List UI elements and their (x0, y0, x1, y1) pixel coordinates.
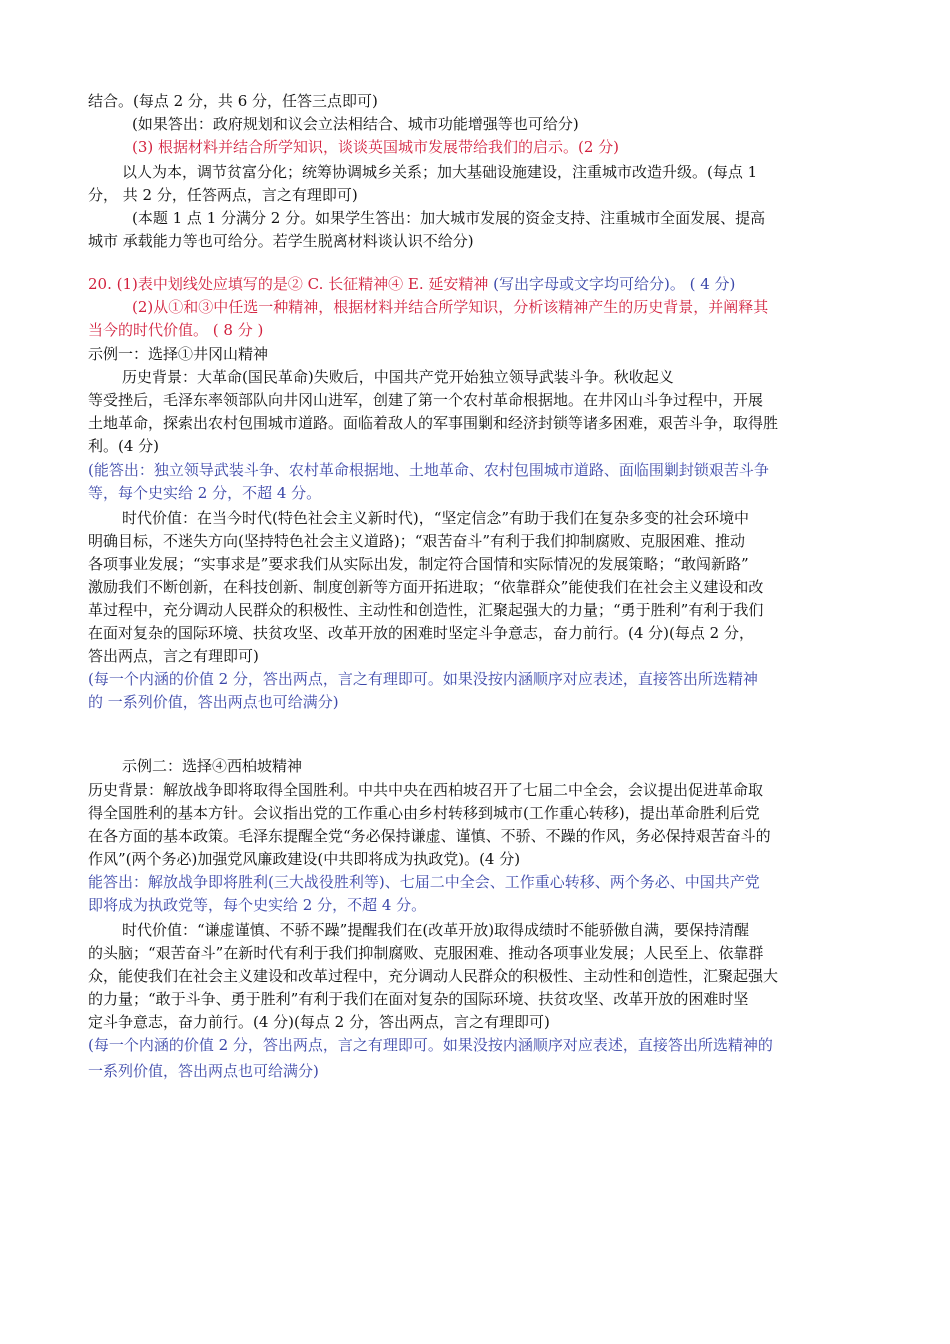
question-3-prompt: (3) 根据材料并结合所学知识，谈谈英国城市发展带给我们的启示。(2 分) (132, 138, 620, 156)
example-2-background-line-1: 历史背景：解放战争即将取得全国胜利。中共中央在西柏坡召开了七届二中全会，会议提出促进革命取 (88, 781, 764, 799)
example-1-background-line-2: 等受挫后，毛泽东率领部队向井冈山进军，创建了第一个农村革命根据地。在井冈山斗争过程中，开展 (88, 391, 764, 409)
example-1-value-line-3: 各项事业发展；“实事求是”要求我们从实际出发，制定符合国情和实际情况的发展策略；“敢闯新路” (88, 555, 749, 573)
example-2-value-line-2: 的头脑；“艰苦奋斗”在新时代有利于我们抑制腐败、克服困难、推动各项事业发展；人民至上、依靠群 (88, 944, 764, 962)
example-1-value-note-line-2: 的 一系列价值，答出两点也可给满分) (88, 693, 339, 711)
example-2-value-note-line-2: 一系列价值，答出两点也可给满分) (88, 1062, 319, 1080)
example-2-value-line-3: 众，能使我们在社会主义建设和改革过程中，充分调动人民群众的积极性、主动性和创造性，汇聚起强大 (88, 967, 779, 985)
alt-answer-note: (如果答出：政府规划和议会立法相结合、城市功能增强等也可给分) (132, 115, 579, 133)
question-20-part-2-line-2: 当今的时代价值。 ( 8 分 ) (88, 321, 264, 339)
score-note-line: 结合。(每点 2 分，共 6 分，任答三点即可) (88, 92, 378, 110)
example-2-title: 示例二：选择④西柏坡精神 (122, 757, 303, 775)
example-1-value-note-line-1: (每一个内涵的价值 2 分，答出两点，言之有理即可。如果没按内涵顺序对应表述，直接答出所选精神 (88, 670, 758, 688)
example-1-value-line-1: 时代价值：在当今时代(特色社会主义新时代)，“坚定信念”有助于我们在复杂多变的社会环境中 (122, 509, 750, 527)
example-2-value-line-4: 的力量；“敢于斗争、勇于胜利”有利于我们在面对复杂的国际环境、扶贫攻坚、改革开放的困难时坚 (88, 990, 749, 1008)
answer-3-note-line-1: (本题 1 点 1 分满分 2 分。如果学生答出：加大城市发展的资金支持、注重城市全面发展、提高 (132, 209, 766, 227)
example-1-value-line-5: 革过程中，充分调动人民群众的积极性、主动性和创造性，汇聚起强大的力量；“勇于胜利”有利于我们 (88, 601, 764, 619)
question-20-part-1-main: 20. (1)表中划线处应填写的是② C. 长征精神④ E. 延安精神 (88, 275, 494, 293)
example-1-title: 示例一：选择①井冈山精神 (88, 345, 269, 363)
example-2-background-line-4: 作风”(两个务必)加强党风廉政建设(中共即将成为执政党)。(4 分) (88, 850, 521, 868)
answer-3-note-line-2: 城市 承载能力等也可给分。若学生脱离材料谈认识不给分) (88, 232, 474, 250)
example-1-scoring-note-line-2: 等，每个史实给 2 分，不超 4 分。 (88, 484, 322, 502)
example-2-value-note-line-1: (每一个内涵的价值 2 分，答出两点，言之有理即可。如果没按内涵顺序对应表述，直接答出所选精神的 (88, 1036, 773, 1054)
example-1-value-line-6: 在面对复杂的国际环境、扶贫攻坚、改革开放的困难时坚定斗争意志，奋力前行。(4 分)(每点 2 分， (88, 624, 754, 642)
example-2-value-line-5: 定斗争意志，奋力前行。(4 分)(每点 2 分，答出两点，言之有理即可) (88, 1013, 550, 1031)
example-1-value-line-7: 答出两点，言之有理即可) (88, 647, 259, 665)
example-2-scoring-note-line-1: 能答出：解放战争即将胜利(三大战役胜利等)、七届二中全会、工作重心转移、两个务必、中国共产党 (88, 873, 760, 891)
example-2-scoring-note-line-2: 即将成为执政党等，每个史实给 2 分，不超 4 分。 (88, 896, 427, 914)
example-1-value-line-2: 明确目标，不迷失方向(坚持特色社会主义道路)；“艰苦奋斗”有利于我们抑制腐败、克服困难、推动 (88, 532, 746, 550)
answer-3-line-2: 分， 共 2 分，任答两点，言之有理即可) (88, 186, 358, 204)
example-1-background-line-3: 土地革命，探索出农村包围城市道路。面临着敌人的军事围剿和经济封锁等诸多困难，艰苦斗争，取得胜 (88, 414, 779, 432)
example-1-scoring-note-line-1: (能答出：独立领导武装斗争、农村革命根据地、土地革命、农村包围城市道路、面临围剿封锁艰苦斗争 (88, 461, 769, 479)
example-2-background-line-3: 在各方面的基本政策。毛泽东提醒全党“务必保持谦虚、谨慎、不骄、不躁的作风，务必保持艰苦奋斗的 (88, 827, 771, 845)
question-20-part-2-line-1: (2)从①和③中任选一种精神，根据材料并结合所学知识，分析该精神产生的历史背景，并阐释其 (132, 298, 769, 316)
question-20-part-1 (88, 273, 735, 296)
example-1-background-line-1: 历史背景：大革命(国民革命)失败后，中国共产党开始独立领导武装斗争。秋收起义 (122, 368, 674, 386)
example-2-background-line-2: 得全国胜利的基本方针。会议指出党的工作重心由乡村转移到城市(工作重心转移)，提出革命胜利后党 (88, 804, 760, 822)
example-1-value-line-4: 激励我们不断创新，在科技创新、制度创新等方面开拓进取；“依靠群众”能使我们在社会主义建设和改 (88, 578, 764, 596)
example-2-value-line-1: 时代价值：“谦虚谨慎、不骄不躁”提醒我们在(改革开放)取得成绩时不能骄傲自满，要保持清醒 (122, 921, 750, 939)
question-20-part-1-note: (写出字母或文字均可给分)。 ( 4 分) (493, 275, 736, 293)
answer-3-line-1: 以人为本，调节贫富分化；统筹协调城乡关系；加大基础设施建设，注重城市改造升级。(每点 1 (122, 163, 758, 181)
example-1-background-line-4: 利。(4 分) (88, 437, 160, 455)
